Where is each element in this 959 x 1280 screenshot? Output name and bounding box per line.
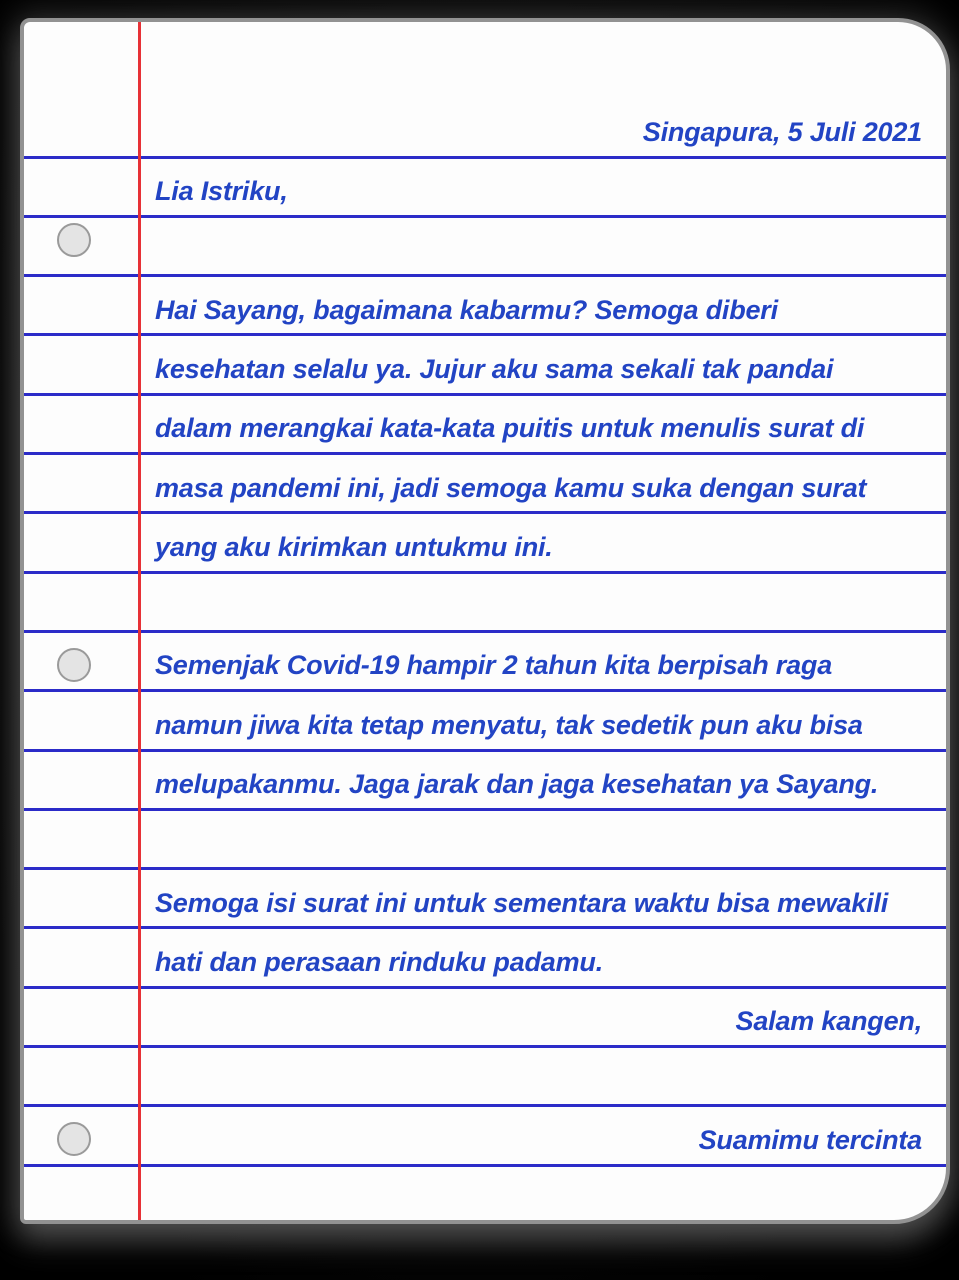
body-line: Hai Sayang, bagaimana kabarmu? Semoga diberi xyxy=(155,294,778,325)
notebook-page xyxy=(20,18,950,1224)
body-line: Semoga isi surat ini untuk sementara waktu bisa mewakili xyxy=(155,887,889,918)
body-line: Semenjak Covid-19 hampir 2 tahun kita berpisah raga xyxy=(155,650,833,681)
body-line: dalam merangkai kata-kata puitis untuk menulis surat di xyxy=(155,413,865,444)
signature: Suamimu tercinta xyxy=(698,1124,922,1155)
body-line: melupakanmu. Jaga jarak dan jaga kesehatan ya Sayang. xyxy=(155,769,879,799)
punch-hole xyxy=(57,1122,91,1156)
body-line: yang aku kirimkan untukmu ini. xyxy=(155,531,553,562)
body-line: hati dan perasaan rinduku padamu. xyxy=(155,946,603,977)
salutation: Lia Istriku, xyxy=(155,176,288,206)
closing: Salam kangen, xyxy=(735,1006,922,1037)
body-line: namun jiwa kita tetap menyatu, tak sedetik pun aku bisa xyxy=(155,709,863,740)
punch-hole xyxy=(57,648,91,682)
margin-line xyxy=(138,22,141,1220)
body-line: masa pandemi ini, jadi semoga kamu suka dengan surat xyxy=(155,472,867,503)
punch-hole xyxy=(57,223,91,257)
dateline: Singapura, 5 Juli 2021 xyxy=(642,116,922,147)
body-line: kesehatan selalu ya. Jujur aku sama sekali tak pandai xyxy=(155,353,834,384)
